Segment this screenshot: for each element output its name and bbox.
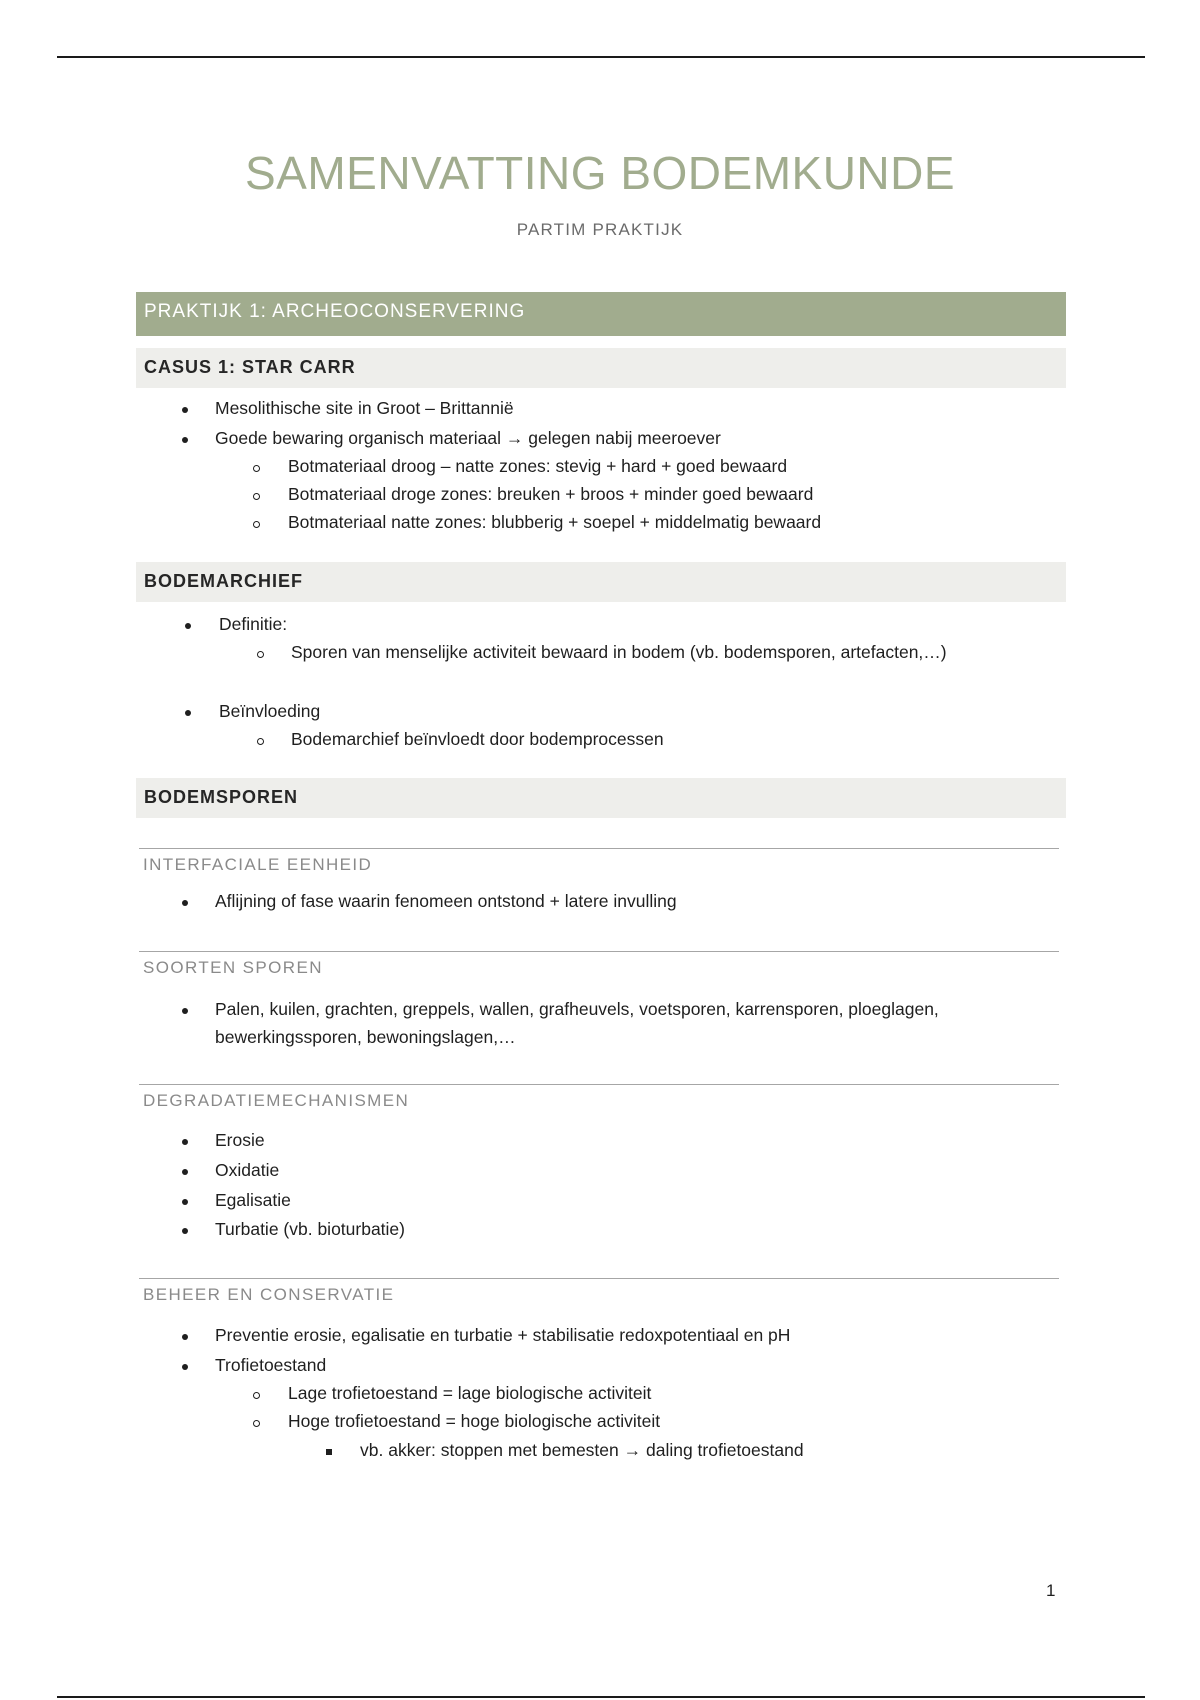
sub-list-item: Sporen van menselijke activiteit bewaard in bodem (vb. bodemsporen, artefacten,…)	[291, 642, 947, 662]
bullet-ring	[253, 521, 260, 528]
list-item: Erosie	[215, 1130, 265, 1150]
bullet-dot	[182, 437, 188, 443]
bullet-ring	[257, 738, 264, 745]
list-item: Definitie:	[219, 614, 288, 634]
document-title: SAMENVATTING BODEMKUNDE	[244, 147, 956, 199]
heading-casus-1: CASUS 1: STAR CARR	[136, 348, 1066, 388]
list-item: Preventie erosie, egalisatie en turbatie + stabilisatie redoxpotentiaal en pH	[215, 1325, 791, 1345]
sub-list-item: Bodemarchief beïnvloedt door bodemprocessen	[291, 729, 664, 749]
subheading-interfaciale-eenheid: INTERFACIALE EENHEID	[139, 848, 1059, 875]
list-item: Trofietoestand	[215, 1355, 327, 1375]
page-number: 1	[1046, 1581, 1056, 1600]
bullet-dot	[185, 710, 191, 716]
heading-bodemarchief: BODEMARCHIEF	[136, 562, 1066, 602]
list-item-continuation: bewerkingssporen, bewoningslagen,…	[215, 1027, 516, 1047]
list-item: Aflijning of fase waarin fenomeen ontstond + latere invulling	[215, 891, 677, 911]
list-item: Goede bewaring organisch materiaal → gelegen nabij meeroever	[215, 428, 721, 448]
list-item: Oxidatie	[215, 1160, 280, 1180]
bullet-dot	[182, 900, 188, 906]
sub-list-item: Botmateriaal natte zones: blubberig + soepel + middelmatig bewaard	[288, 512, 822, 532]
bullet-dot	[182, 1139, 188, 1145]
list-item: Palen, kuilen, grachten, greppels, wallen, grafheuvels, voetsporen, karrensporen, ploeglagen,	[215, 999, 939, 1019]
sub-list-item: Hoge trofietoestand = hoge biologische activiteit	[288, 1411, 661, 1431]
sub-list-item: Lage trofietoestand = lage biologische activiteit	[288, 1383, 652, 1403]
sub-list-item: Botmateriaal droog – natte zones: stevig + hard + goed bewaard	[288, 456, 788, 476]
subheading-soorten-sporen: SOORTEN SPOREN	[139, 951, 1059, 978]
sub-list-item: Botmateriaal droge zones: breuken + broos + minder goed bewaard	[288, 484, 814, 504]
bullet-dot	[182, 1364, 188, 1370]
bullet-ring	[257, 651, 264, 658]
section-heading-praktijk-1: PRAKTIJK 1: ARCHEOCONSERVERING	[136, 292, 1066, 336]
list-item: Beïnvloeding	[219, 701, 321, 721]
bullet-dot	[185, 623, 191, 629]
heading-bodemsporen: BODEMSPOREN	[136, 778, 1066, 818]
bullet-dot	[182, 1199, 188, 1205]
list-item: Egalisatie	[215, 1190, 291, 1210]
bullet-dot	[182, 1008, 188, 1014]
bullet-ring	[253, 1420, 260, 1427]
list-item: Mesolithische site in Groot – Brittannië	[215, 398, 514, 418]
bullet-dot	[182, 1228, 188, 1234]
list-item: Turbatie (vb. bioturbatie)	[215, 1219, 405, 1239]
subheading-beheer-en-conservatie: BEHEER EN CONSERVATIE	[139, 1278, 1059, 1305]
bullet-dot	[182, 1169, 188, 1175]
bullet-ring	[253, 465, 260, 472]
sub-sub-list-item: vb. akker: stoppen met bemesten → daling trofietoestand	[360, 1440, 804, 1460]
bullet-dot	[182, 1334, 188, 1340]
bullet-dot	[182, 407, 188, 413]
document-subtitle: PARTIM PRAKTIJK	[516, 220, 684, 239]
top-rule	[57, 56, 1145, 58]
bottom-rule	[57, 1696, 1145, 1698]
subheading-degradatiemechanismen: DEGRADATIEMECHANISMEN	[139, 1084, 1059, 1111]
bullet-ring	[253, 493, 260, 500]
bullet-ring	[253, 1392, 260, 1399]
bullet-square	[326, 1449, 332, 1455]
